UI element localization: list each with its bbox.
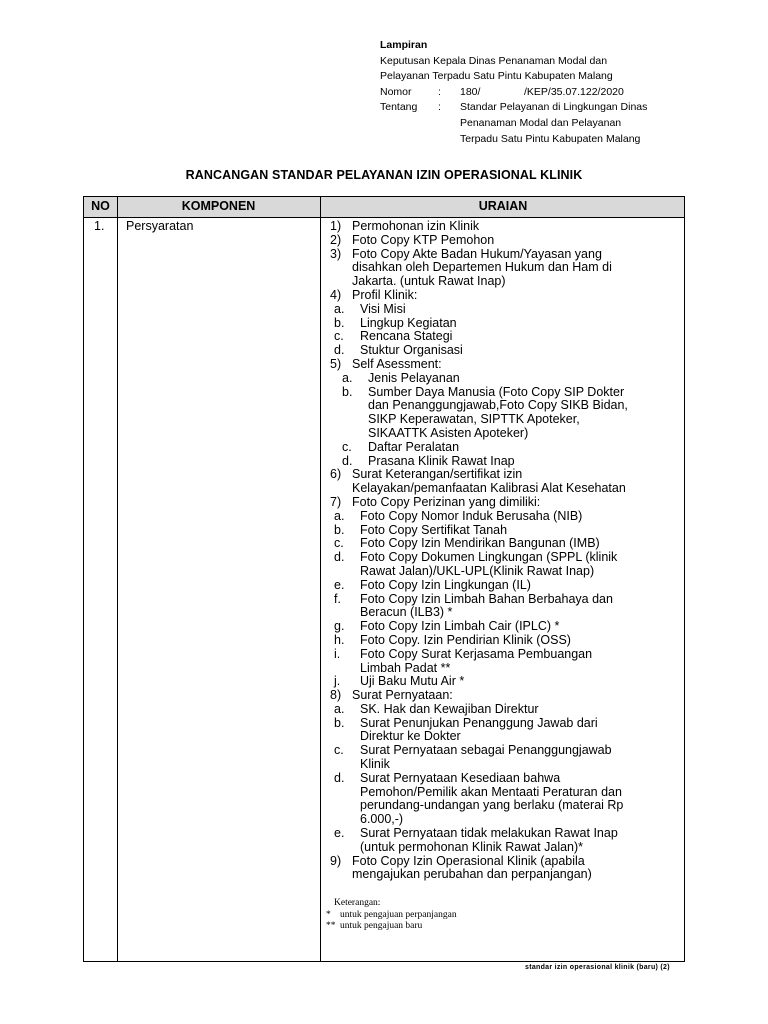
sub-list-item: a. Jenis Pelayanan	[342, 370, 460, 385]
header-no: NO	[91, 199, 110, 213]
sub-list-item: b. Surat Penunjukan Penanggung Jawab dari Direktur ke Dokter	[334, 715, 598, 744]
list-item: 9) Foto Copy Izin Operasional Klinik (apabila mengajukan perubahan dan perpanjangan)	[330, 853, 592, 882]
nomor-row	[380, 85, 647, 101]
tentang-label: Tentang	[380, 101, 418, 114]
sub-list-item: d. Stuktur Organisasi	[334, 343, 463, 358]
sub-list-item: f. Foto Copy Izin Limbah Bahan Berbahaya dan Beracun (ILB3) *	[334, 591, 613, 620]
row-number: 1.	[94, 219, 105, 233]
list-item: 7) Foto Copy Perizinan yang dimiliki:	[330, 494, 541, 509]
list-item: 3) Foto Copy Akte Badan Hukum/Yayasan yang disahkan oleh Departemen Hukum dan Ham di Jakarta. (untuk Rawat Inap)	[330, 246, 612, 289]
nomor-number: 180/	[460, 85, 481, 98]
column-divider	[320, 197, 321, 961]
tentang-colon: :	[438, 101, 441, 114]
keterangan-notes	[326, 898, 457, 933]
lampiran-line: Keputusan Kepala Dinas Penanaman Modal dan	[380, 54, 608, 67]
note-item: ** untuk pengajuan baru	[326, 921, 423, 932]
list-item: 6) Surat Keterangan/sertifikat izin Kelayakan/pemanfaatan Kalibrasi Alat Kesehatan	[330, 467, 626, 496]
header-uraian: URAIAN	[478, 199, 528, 213]
nomor-suffix: /KEP/35.07.122/2020	[524, 85, 624, 98]
sub-list-item: h. Foto Copy. Izin Pendirian Klinik (OSS)	[334, 632, 571, 647]
sub-list-item: i. Foto Copy Surat Kerjasama Pembuangan Limbah Padat **	[334, 646, 593, 675]
nomor-label: Nomor	[380, 85, 412, 98]
note-item: * untuk pengajuan perpanjangan	[326, 909, 457, 920]
tentang-row	[380, 100, 647, 116]
sub-list-item: a. Visi Misi	[334, 301, 406, 316]
notes-heading: Keterangan:	[334, 898, 381, 908]
lampiran-heading: Lampiran	[380, 39, 428, 51]
sub-list-item: c. Daftar Peralatan	[342, 439, 460, 454]
sub-list-item: d. Surat Pernyataan Kesediaan bahwa Pemohon/Pemilik akan Mentaati Peraturan dan perundang-undangan yang berlaku (materai Rp 6.000,-)	[334, 770, 624, 827]
tentang-text: Standar Pelayanan di Lingkungan Dinas	[460, 101, 648, 114]
nomor-colon: :	[438, 85, 441, 98]
sub-list-item: b. Foto Copy Sertifikat Tanah	[334, 522, 508, 537]
sub-list-item: g. Foto Copy Izin Limbah Cair (IPLC) *	[334, 619, 560, 634]
lampiran-block	[380, 38, 647, 147]
sub-list-item: a. Foto Copy Nomor Induk Berusaha (NIB)	[334, 508, 583, 523]
list-item: 4) Profil Klinik:	[330, 287, 418, 302]
sub-list-item: e. Foto Copy Izin Lingkungan (IL)	[334, 577, 531, 592]
column-divider	[117, 197, 118, 961]
sub-list-item: a. SK. Hak dan Kewajiban Direktur	[334, 701, 539, 716]
list-item: 2) Foto Copy KTP Pemohon	[330, 232, 495, 247]
lampiran-line: Pelayanan Terpadu Satu Pintu Kabupaten Malang	[380, 70, 613, 83]
document-title: RANCANGAN STANDAR PELAYANAN IZIN OPERASIONAL KLINIK	[185, 168, 583, 182]
header-komponen: KOMPONEN	[181, 199, 256, 213]
row-komponen: Persyaratan	[126, 219, 194, 233]
sub-list-item: b. Lingkup Kegiatan	[334, 315, 457, 330]
list-item: 1) Permohonan izin Klinik	[330, 219, 480, 233]
tentang-text: Penanaman Modal dan Pelayanan	[460, 116, 622, 129]
tentang-text: Terpadu Satu Pintu Kabupaten Malang	[460, 132, 641, 145]
sub-list-item: j. Uji Baku Mutu Air *	[334, 674, 465, 689]
page-footer: standar izin operasional klinik (baru) (2)	[525, 964, 670, 971]
sub-list-item: e. Surat Pernyataan tidak melakukan Rawat Inap (untuk permohonan Klinik Rawat Jalan)*	[334, 826, 618, 854]
list-item: 5) Self Asessment:	[330, 356, 442, 371]
sub-list-item: d. Prasana Klinik Rawat Inap	[342, 453, 515, 468]
requirements-table	[83, 196, 685, 962]
sub-list-item: d. Foto Copy Dokumen Lingkungan (SPPL (klinik Rawat Jalan)/UKL-UPL(Klinik Rawat Inap)	[334, 550, 618, 578]
sub-list-item: c. Rencana Stategi	[334, 329, 453, 344]
sub-list-item: c. Foto Copy Izin Mendirikan Bangunan (IMB)	[334, 536, 600, 551]
uraian-list	[330, 220, 682, 882]
sub-list-item: c. Surat Pernyataan sebagai Penanggungjawab Klinik	[334, 743, 612, 772]
sub-list-item: b. Sumber Daya Manusia (Foto Copy SIP Dokter dan Penanggungjawab,Foto Copy SIKB Bidan, SIKP Keperawatan, SIPTTK Apoteker, SIKAATTK Asisten Apoteker)	[342, 384, 628, 440]
list-item: 8) Surat Pernyataan:	[330, 688, 453, 703]
